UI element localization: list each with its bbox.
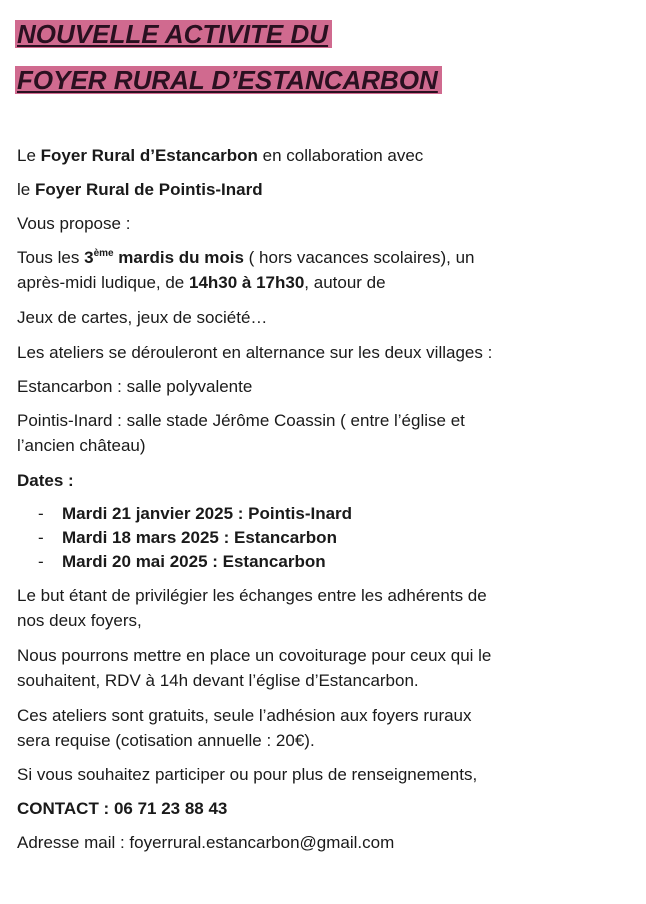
schedule-line-1 bbox=[17, 245, 475, 270]
intro-line-1 bbox=[17, 143, 423, 168]
schedule-line-2 bbox=[17, 270, 386, 295]
date-item bbox=[38, 502, 352, 526]
games-line: Jeux de cartes, jeux de société… bbox=[17, 308, 268, 327]
venue-pointis-line-2: l’ancien château) bbox=[17, 436, 146, 455]
intro-text: le bbox=[17, 180, 35, 199]
date-text: Mardi 18 mars 2025 : Estancarbon bbox=[62, 528, 337, 547]
date-text: Mardi 20 mai 2025 : Estancarbon bbox=[62, 552, 326, 571]
date-item bbox=[38, 526, 352, 550]
alternance-line: Les ateliers se dérouleront en alternance sur les deux villages : bbox=[17, 343, 493, 362]
title-line-2: FOYER RURAL D’ESTANCARBON bbox=[15, 66, 442, 94]
intro-text: en collaboration avec bbox=[257, 146, 424, 165]
dates-heading: Dates : bbox=[17, 471, 74, 490]
schedule-text: , autour de bbox=[304, 273, 386, 292]
carpool-line-1: Nous pourrons mettre en place un covoiturage pour ceux qui le bbox=[17, 646, 492, 665]
info-line: Si vous souhaitez participer ou pour plus de renseignements, bbox=[17, 765, 478, 784]
date-item bbox=[38, 550, 352, 574]
goal-line-2: nos deux foyers, bbox=[17, 611, 142, 630]
date-text: Mardi 21 janvier 2025 : Pointis-Inard bbox=[62, 504, 353, 523]
goal-line-1: Le but étant de privilégier les échanges entre les adhérents de bbox=[17, 586, 487, 605]
ordinal-number: 3 bbox=[84, 248, 94, 267]
venue-pointis-line-1: Pointis-Inard : salle stade Jérôme Coassin ( entre l’église et bbox=[17, 411, 465, 430]
schedule-text: ( hors vacances scolaires), un bbox=[243, 248, 475, 267]
list-dash: - bbox=[38, 552, 44, 571]
list-dash: - bbox=[38, 528, 44, 547]
partner-name: Foyer Rural de Pointis-Inard bbox=[34, 180, 263, 199]
ordinal-suffix: ème bbox=[93, 248, 114, 259]
schedule-time: 14h30 à 17h30 bbox=[188, 273, 305, 292]
free-line-2: sera requise (cotisation annuelle : 20€). bbox=[17, 731, 315, 750]
venue-estancarbon: Estancarbon : salle polyvalente bbox=[17, 377, 253, 396]
contact-phone: CONTACT : 06 71 23 88 43 bbox=[17, 799, 228, 818]
intro-line-3: Vous propose : bbox=[17, 214, 131, 233]
title-line-1: NOUVELLE ACTIVITE DU bbox=[15, 20, 332, 48]
intro-text: Le bbox=[17, 146, 41, 165]
schedule-days: mardis du mois bbox=[113, 248, 244, 267]
schedule-text: Tous les bbox=[17, 248, 85, 267]
free-line-1: Ces ateliers sont gratuits, seule l’adhésion aux foyers ruraux bbox=[17, 706, 472, 725]
list-dash: - bbox=[38, 504, 44, 523]
schedule-text: après-midi ludique, de bbox=[17, 273, 189, 292]
carpool-line-2: souhaitent, RDV à 14h devant l’église d’Estancarbon. bbox=[17, 671, 419, 690]
intro-line-2 bbox=[17, 177, 263, 202]
organizer-name: Foyer Rural d’Estancarbon bbox=[40, 146, 258, 165]
dates-list bbox=[38, 502, 352, 574]
contact-email: Adresse mail : foyerrural.estancarbon@gmail.com bbox=[17, 833, 395, 852]
